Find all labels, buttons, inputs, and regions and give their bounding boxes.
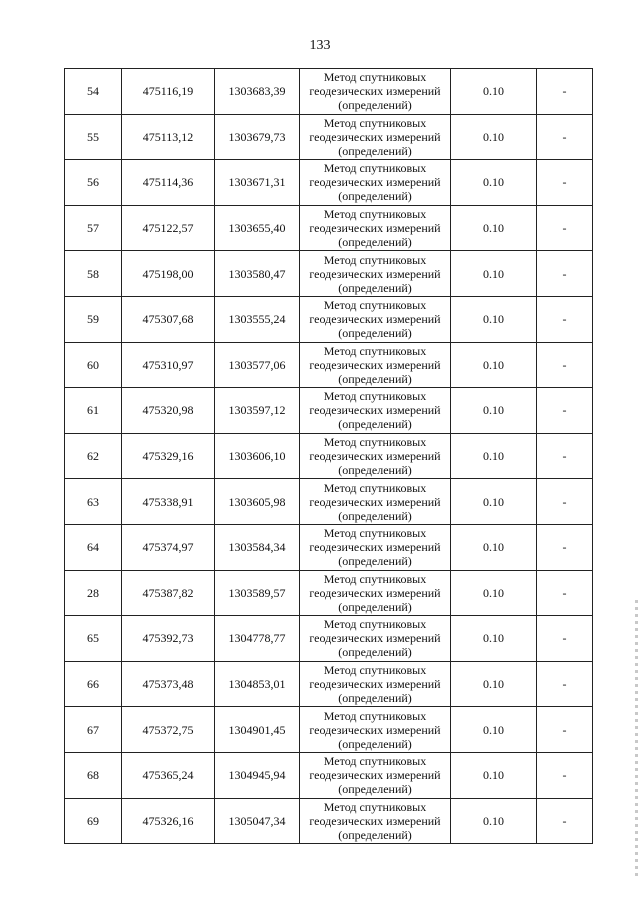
y-coordinate-cell: 1303589,57	[215, 570, 300, 616]
y-coordinate-cell: 1303584,34	[215, 524, 300, 570]
accuracy-cell: 0.10	[451, 69, 537, 115]
table-row	[65, 616, 593, 662]
coordinates-table	[64, 68, 593, 844]
dash-cell: -	[537, 114, 593, 160]
x-coordinate-cell: 475113,12	[122, 114, 215, 160]
x-coordinate-cell: 475374,97	[122, 524, 215, 570]
table-row	[65, 342, 593, 388]
x-coordinate-cell: 475387,82	[122, 570, 215, 616]
point-number-cell: 64	[65, 524, 122, 570]
y-coordinate-cell: 1303679,73	[215, 114, 300, 160]
dash-cell: -	[537, 524, 593, 570]
scan-edge-mark	[635, 600, 638, 880]
x-coordinate-cell: 475338,91	[122, 479, 215, 525]
method-cell: Метод спутниковых геодезических измерений (определений)	[300, 661, 451, 707]
y-coordinate-cell: 1303671,31	[215, 160, 300, 206]
method-cell: Метод спутниковых геодезических измерений (определений)	[300, 707, 451, 753]
table-row	[65, 388, 593, 434]
point-number-cell: 54	[65, 69, 122, 115]
dash-cell: -	[537, 661, 593, 707]
table-row	[65, 205, 593, 251]
y-coordinate-cell: 1303683,39	[215, 69, 300, 115]
x-coordinate-cell: 475373,48	[122, 661, 215, 707]
method-cell: Метод спутниковых геодезических измерений (определений)	[300, 616, 451, 662]
y-coordinate-cell: 1304901,45	[215, 707, 300, 753]
x-coordinate-cell: 475122,57	[122, 205, 215, 251]
y-coordinate-cell: 1303577,06	[215, 342, 300, 388]
point-number-cell: 61	[65, 388, 122, 434]
x-coordinate-cell: 475307,68	[122, 296, 215, 342]
point-number-cell: 60	[65, 342, 122, 388]
table-row	[65, 160, 593, 206]
accuracy-cell: 0.10	[451, 616, 537, 662]
method-cell: Метод спутниковых геодезических измерений (определений)	[300, 160, 451, 206]
point-number-cell: 66	[65, 661, 122, 707]
method-cell: Метод спутниковых геодезических измерений (определений)	[300, 114, 451, 160]
dash-cell: -	[537, 707, 593, 753]
table-row	[65, 296, 593, 342]
point-number-cell: 59	[65, 296, 122, 342]
method-cell: Метод спутниковых геодезических измерений (определений)	[300, 524, 451, 570]
x-coordinate-cell: 475372,75	[122, 707, 215, 753]
table-row	[65, 707, 593, 753]
accuracy-cell: 0.10	[451, 160, 537, 206]
accuracy-cell: 0.10	[451, 479, 537, 525]
method-cell: Метод спутниковых геодезических измерений (определений)	[300, 342, 451, 388]
point-number-cell: 55	[65, 114, 122, 160]
y-coordinate-cell: 1303655,40	[215, 205, 300, 251]
x-coordinate-cell: 475198,00	[122, 251, 215, 297]
method-cell: Метод спутниковых геодезических измерений (определений)	[300, 479, 451, 525]
table-row	[65, 479, 593, 525]
dash-cell: -	[537, 388, 593, 434]
accuracy-cell: 0.10	[451, 251, 537, 297]
accuracy-cell: 0.10	[451, 707, 537, 753]
point-number-cell: 63	[65, 479, 122, 525]
dash-cell: -	[537, 752, 593, 798]
y-coordinate-cell: 1303580,47	[215, 251, 300, 297]
y-coordinate-cell: 1303555,24	[215, 296, 300, 342]
y-coordinate-cell: 1303597,12	[215, 388, 300, 434]
accuracy-cell: 0.10	[451, 205, 537, 251]
y-coordinate-cell: 1304778,77	[215, 616, 300, 662]
table-row	[65, 114, 593, 160]
point-number-cell: 28	[65, 570, 122, 616]
accuracy-cell: 0.10	[451, 296, 537, 342]
accuracy-cell: 0.10	[451, 524, 537, 570]
table-row	[65, 661, 593, 707]
point-number-cell: 57	[65, 205, 122, 251]
accuracy-cell: 0.10	[451, 388, 537, 434]
dash-cell: -	[537, 160, 593, 206]
method-cell: Метод спутниковых геодезических измерений (определений)	[300, 251, 451, 297]
y-coordinate-cell: 1304945,94	[215, 752, 300, 798]
dash-cell: -	[537, 296, 593, 342]
table-row	[65, 798, 593, 844]
method-cell: Метод спутниковых геодезических измерений (определений)	[300, 798, 451, 844]
method-cell: Метод спутниковых геодезических измерений (определений)	[300, 752, 451, 798]
point-number-cell: 56	[65, 160, 122, 206]
x-coordinate-cell: 475320,98	[122, 388, 215, 434]
table-row	[65, 69, 593, 115]
accuracy-cell: 0.10	[451, 433, 537, 479]
page-number: 133	[309, 38, 331, 53]
x-coordinate-cell: 475326,16	[122, 798, 215, 844]
method-cell: Метод спутниковых геодезических измерений (определений)	[300, 388, 451, 434]
method-cell: Метод спутниковых геодезических измерений (определений)	[300, 570, 451, 616]
coordinates-table-body	[65, 69, 593, 844]
x-coordinate-cell: 475392,73	[122, 616, 215, 662]
table-row	[65, 251, 593, 297]
accuracy-cell: 0.10	[451, 570, 537, 616]
accuracy-cell: 0.10	[451, 342, 537, 388]
point-number-cell: 58	[65, 251, 122, 297]
table-row	[65, 570, 593, 616]
point-number-cell: 62	[65, 433, 122, 479]
accuracy-cell: 0.10	[451, 114, 537, 160]
method-cell: Метод спутниковых геодезических измерений (определений)	[300, 69, 451, 115]
accuracy-cell: 0.10	[451, 752, 537, 798]
dash-cell: -	[537, 251, 593, 297]
dash-cell: -	[537, 570, 593, 616]
point-number-cell: 65	[65, 616, 122, 662]
point-number-cell: 68	[65, 752, 122, 798]
dash-cell: -	[537, 616, 593, 662]
accuracy-cell: 0.10	[451, 661, 537, 707]
method-cell: Метод спутниковых геодезических измерений (определений)	[300, 205, 451, 251]
table-row	[65, 524, 593, 570]
table-row	[65, 752, 593, 798]
y-coordinate-cell: 1303605,98	[215, 479, 300, 525]
y-coordinate-cell: 1305047,34	[215, 798, 300, 844]
x-coordinate-cell: 475116,19	[122, 69, 215, 115]
dash-cell: -	[537, 342, 593, 388]
x-coordinate-cell: 475310,97	[122, 342, 215, 388]
dash-cell: -	[537, 798, 593, 844]
point-number-cell: 67	[65, 707, 122, 753]
method-cell: Метод спутниковых геодезических измерений (определений)	[300, 433, 451, 479]
y-coordinate-cell: 1303606,10	[215, 433, 300, 479]
dash-cell: -	[537, 205, 593, 251]
method-cell: Метод спутниковых геодезических измерений (определений)	[300, 296, 451, 342]
dash-cell: -	[537, 433, 593, 479]
x-coordinate-cell: 475329,16	[122, 433, 215, 479]
x-coordinate-cell: 475114,36	[122, 160, 215, 206]
dash-cell: -	[537, 479, 593, 525]
y-coordinate-cell: 1304853,01	[215, 661, 300, 707]
dash-cell: -	[537, 69, 593, 115]
accuracy-cell: 0.10	[451, 798, 537, 844]
x-coordinate-cell: 475365,24	[122, 752, 215, 798]
table-row	[65, 433, 593, 479]
point-number-cell: 69	[65, 798, 122, 844]
